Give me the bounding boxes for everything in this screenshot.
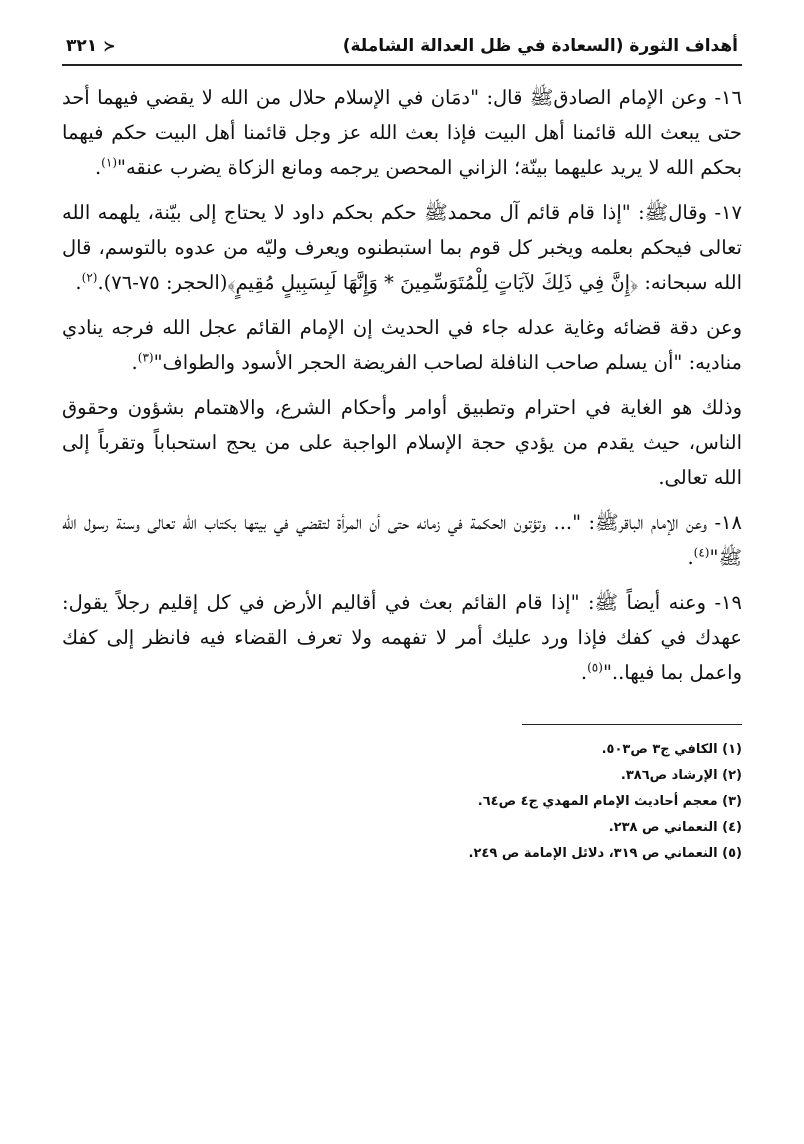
footnotes bbox=[62, 737, 742, 867]
footnote-1: (١) الكافي ج٣ ص٥٠٣. bbox=[601, 742, 742, 757]
paragraph-justice: وعن دقة قضائه وغاية عدله جاء في الحديث إن الإمام القائم عجل الله فرجه ينادي مناديه: "أن يسلم صاحب النافلة لصاحب الفريضة الحجر الأسود والطواف"$^{(٣)}$. bbox=[62, 316, 742, 374]
paragraph-16: ١٦- وعن الإمام الصادقﷺ قال: "دمَان في الإسلام حلال من الله لا يقضي فيهما أحد حتى يبعث الله قائمنا أهل البيت فإذا بعث الله عز وجل قائمنا أهل البيت حكم فيهما بحكم الله لا يريد عليهما بينّة؛ الزاني المحصن يرجمه ومانع الزكاة يضرب عنقه"$^{(١)}$. bbox=[62, 86, 742, 179]
paragraph-17: ١٧- وقالﷺ: "إذا قام قائم آل محمدﷺ حكم بحكم داود لا يحتاج إلى بيّنة، يلهمه الله تعالى فيحكم بعلمه ويخبر كل قوم بما استبطنوه ويعرف وليّه من عدوه بالتوسم، قال الله سبحانه: ﴿إِنَّ فِي ذَلِكَ لآيَاتٍ لِلْمُتَوَسِّمِينَ * وَإِنَّهَا لَبِسَبِيلٍ مُقِيمٍ﴾(الحجر: ٧٥-٧٦).$^{(٢)}$. bbox=[62, 201, 742, 294]
header-title: أهداف الثورة (السعادة في ظل العدالة الشاملة) bbox=[342, 36, 738, 56]
page bbox=[62, 28, 742, 867]
paragraph-19: ١٩- وعنه أيضاً ﷺ: "إذا قام القائم بعث في أقاليم الأرض في كل إقليم رجلاً يقول: عهدك في كفك فإذا ورد عليك أمر لا تفهمه ولا تعرف القضاء فيه فانظر إلى كفك واعمل بما فيها.."$^{(٥)}$. bbox=[62, 591, 742, 684]
running-header bbox=[62, 28, 742, 66]
footnote-ref-5: (٥) bbox=[587, 660, 603, 675]
footnote-ref-1: (١) bbox=[101, 155, 117, 170]
footnote-ref-2: (٢) bbox=[81, 270, 98, 285]
footnote-4: (٤) النعماني ص ٢٣٨. bbox=[608, 820, 742, 835]
page-number-group bbox=[66, 36, 116, 56]
footnote-5: (٥) النعماني ص ٣١٩، دلائل الإمامة ص ٢٤٩. bbox=[468, 846, 742, 861]
footnote-2: (٢) الإرشاد ص٣٨٦. bbox=[620, 768, 742, 783]
page-number: ٣٢١ bbox=[66, 36, 98, 56]
footnote-divider bbox=[522, 724, 742, 725]
page-marker-icon: ≺ bbox=[103, 37, 116, 55]
paragraph-18: ١٨- وعن الإمام الباقرﷺ: "... وتؤتون الحكمة في زمانه حتى أن المرأة لتقضي في بيتها بكتاب الله تعالى وسنة رسول الله ﷺ"$^{(٤)}$. bbox=[62, 511, 742, 569]
footnote-3: (٣) معجم أحاديث الإمام المهدي ج٤ ص٦٤. bbox=[477, 794, 742, 809]
footnote-ref-3: (٣) bbox=[137, 350, 154, 365]
paragraph-sharia: وذلك هو الغاية في احترام وتطبيق أوامر وأحكام الشرع، والاهتمام بشؤون وحقوق الناس، حيث يقدم من يؤدي حجة الإسلام الواجبة على من يحج استحباباً وتقرباً إلى الله تعالى. bbox=[62, 396, 742, 489]
body-text bbox=[62, 80, 742, 690]
footnote-ref-4: (٤) bbox=[693, 545, 710, 560]
